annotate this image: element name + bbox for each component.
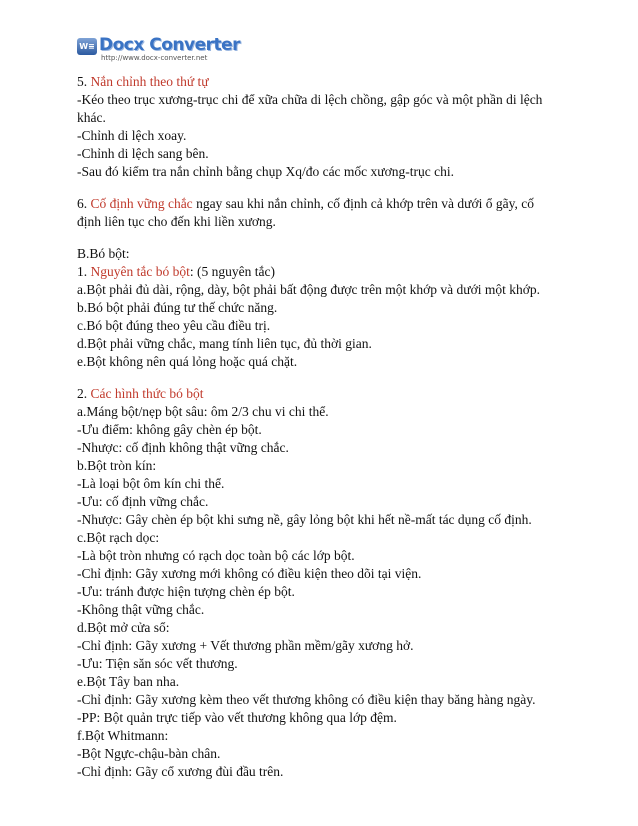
section-b-heading: B.Bó bột: bbox=[77, 246, 130, 261]
section-6-heading: 6. Cố định vững chắc ngay sau khi nắn chỉnh, cố định cả khớp trên và dưới ổ gãy, cố bbox=[77, 196, 534, 211]
list-item: -Chỉ định: Gãy cổ xương đùi đầu trên. bbox=[77, 764, 284, 779]
paragraph-line: định liên tục cho đến khi liền xương. bbox=[77, 214, 276, 229]
list-item: d.Bột mở cửa sổ: bbox=[77, 620, 170, 635]
list-item: -Chỉ định: Gãy xương kèm theo vết thương không có điều kiện thay băng hàng ngày. bbox=[77, 692, 536, 707]
list-item: -Chỉ định: Gãy xương mới không có điều kiện theo dõi tại viện. bbox=[77, 566, 422, 581]
paragraph-line: -Sau đó kiểm tra nắn chỉnh bằng chụp Xq/đo các mốc xương-trục chi. bbox=[77, 164, 454, 179]
cast-types-heading: 2. Các hình thức bó bột bbox=[77, 386, 204, 401]
paragraph-line: khác. bbox=[77, 110, 106, 125]
list-item: -Ưu: cố định vững chắc. bbox=[77, 494, 209, 509]
list-item: -Là bột tròn nhưng có rạch dọc toàn bộ các lớp bột. bbox=[77, 548, 355, 563]
paragraph-line: -Chỉnh di lệch xoay. bbox=[77, 128, 187, 143]
list-item: -Nhược: cố định không thật vững chắc. bbox=[77, 440, 289, 455]
document-body bbox=[77, 73, 567, 781]
paragraph-line: -Chỉnh di lệch sang bên. bbox=[77, 146, 209, 161]
section-5-heading: 5. Nắn chỉnh theo thứ tự bbox=[77, 74, 209, 89]
principle-item: e.Bột không nên quá lỏng hoặc quá chặt. bbox=[77, 354, 298, 369]
list-item: -Bột Ngực-chậu-bàn chân. bbox=[77, 746, 221, 761]
principle-item: d.Bột phải vững chắc, mang tính liên tục, đủ thời gian. bbox=[77, 336, 372, 351]
list-item: a.Máng bột/nẹp bột sâu: ôm 2/3 chu vi chi thể. bbox=[77, 404, 329, 419]
list-item: -Ưu: Tiện săn sóc vết thương. bbox=[77, 656, 238, 671]
logo-url: http://www.docx-converter.net bbox=[101, 54, 208, 62]
list-item: b.Bột tròn kín: bbox=[77, 458, 157, 473]
list-item: f.Bột Whitmann: bbox=[77, 728, 169, 743]
list-item: -Ưu: tránh được hiện tượng chèn ép bột. bbox=[77, 584, 295, 599]
list-item: c.Bột rạch dọc: bbox=[77, 530, 160, 545]
list-item: -Chỉ định: Gãy xương + Vết thương phần mềm/gãy xương hở. bbox=[77, 638, 414, 653]
list-item: -PP: Bột quản trực tiếp vào vết thương không qua lớp đệm. bbox=[77, 710, 397, 725]
word-document-icon: W≡ bbox=[77, 38, 97, 55]
principle-item: c.Bó bột đúng theo yêu cầu điều trị. bbox=[77, 318, 271, 333]
logo-name: Docx Converter bbox=[99, 35, 241, 55]
list-item: -Ưu điểm: không gây chèn ép bột. bbox=[77, 422, 262, 437]
docx-converter-logo bbox=[77, 35, 241, 62]
principle-item: b.Bó bột phải đúng tư thế chức năng. bbox=[77, 300, 278, 315]
list-item: -Là loại bột ôm kín chi thể. bbox=[77, 476, 225, 491]
principle-item: a.Bột phải đủ dài, rộng, dày, bột phải bất động được trên một khớp và dưới một khớp. bbox=[77, 282, 540, 297]
principles-heading: 1. Nguyên tắc bó bột: (5 nguyên tắc) bbox=[77, 264, 275, 279]
paragraph-line: -Kéo theo trục xương-trục chi để xữa chữa di lệch chồng, gập góc và một phần di lệch bbox=[77, 92, 543, 107]
list-item: -Không thật vững chắc. bbox=[77, 602, 205, 617]
list-item: e.Bột Tây ban nha. bbox=[77, 674, 180, 689]
list-item: -Nhược: Gây chèn ép bột khi sưng nề, gây lỏng bột khi hết nề-mất tác dụng cố định. bbox=[77, 512, 532, 527]
